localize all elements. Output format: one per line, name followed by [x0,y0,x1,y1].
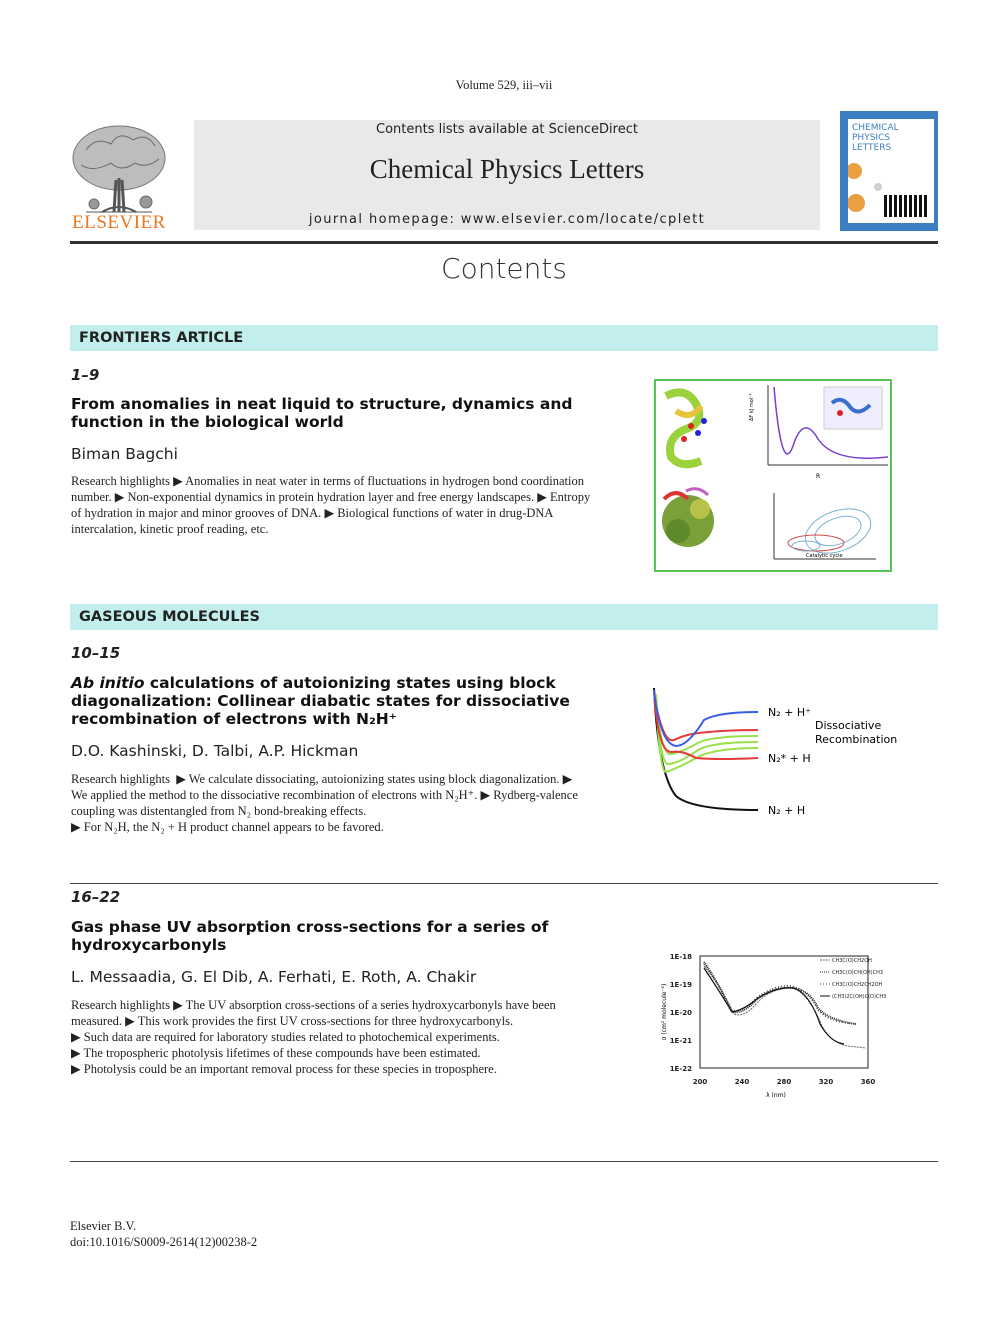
article-pages[interactable]: 1–9 [71,366,100,384]
article-pages[interactable]: 16–22 [71,888,121,906]
title-italic: Ab initio [71,674,145,692]
article-divider [70,883,938,884]
section-heading-gaseous: GASEOUS MOLECULES [70,604,938,630]
highlight-item: Such data are required for laboratory studies related to photochemical experiments. [83,1030,500,1044]
y-tick-label: 1E-21 [669,1037,692,1045]
highlight-item: Rydberg-valence coupling was distentangled from N₂ bond-breaking effects. [71,788,578,818]
journal-title: Chemical Physics Letters [369,154,645,184]
arrow-icon: ▶ [480,788,491,802]
highlight-item: Anomalies in neat water in terms of fluctuations in hydrogen bond coordination number. [71,474,585,504]
section-heading-frontiers: FRONTIERS ARTICLE [70,325,938,351]
legend-entry: CH3C(O)CH2OH [832,958,872,964]
article-authors: D.O. Kashinski, D. Talbi, A.P. Hickman [71,742,359,760]
y-tick-label: 1E-18 [669,953,692,961]
x-axis-label: λ (nm) [766,1092,786,1099]
cover-title-line: PHYSICS [852,133,891,143]
footer-publisher: Elsevier B.V. [70,1219,137,1233]
curve-label-top: N₂ + H⁺ [768,706,811,719]
highlight-item: For N₂H, the N₂ + H product channel appears to be favored. [83,820,384,834]
cover-title-line: LETTERS [852,143,892,153]
highlight-item: Non-exponential dynamics in protein hydration layer and free energy landscapes. [127,490,535,504]
graphical-abstract-art [656,381,890,570]
axis-label: R [816,473,821,480]
header-rule [70,241,938,244]
article-title[interactable] [71,674,601,728]
highlight-item: Biological functions of water in drug-DNA intercalation, kinetic proof reading, etc. [71,506,553,536]
arrow-icon: ▶ [537,490,547,504]
page-title: Contents [441,252,567,285]
legend-entry: CH3C(O)CH(OH)CH3 [832,970,884,976]
highlight-item: The UV absorption cross-sections of a series hydroxycarbonyls have been measured. [71,998,556,1028]
arrow-icon: ▶ [71,1030,81,1044]
arrow-icon: ▶ [173,998,183,1012]
curve-label-mid: N₂* + H [768,752,811,765]
protein-surface-icon [662,489,714,547]
contents-available[interactable]: Contents lists available at ScienceDirect [376,122,638,137]
arrow-icon: ▶ [71,1046,81,1060]
arrow-icon: ▶ [173,474,183,488]
highlight-item: The tropospheric photolysis lifetimes of these compounds have been estimated. [83,1046,481,1060]
x-tick-label: 240 [734,1078,750,1086]
article-title[interactable]: From anomalies in neat liquid to structure, dynamics and function in the biological world [71,395,573,431]
contour-plot [774,493,877,561]
cover-art-icon [848,157,934,223]
research-highlights [71,473,591,537]
y-tick-label: 1E-22 [669,1065,692,1073]
series-line [704,968,844,1044]
cover-title [852,123,899,153]
footer [70,1218,257,1250]
x-tick-label: 200 [692,1078,708,1086]
highlight-item: We applied the method to the dissociative recombination of electrons with N₂H⁺. [71,788,478,802]
annotation-label: Catalytic cycle [806,553,843,559]
cover-page [848,119,934,223]
arrow-icon: ▶ [176,772,186,786]
uv-absorption-chart [652,948,900,1100]
article-authors: L. Messaadia, G. El Dib, A. Ferhati, E. Roth, A. Chakir [71,968,477,986]
footer-rule [70,1161,938,1162]
arrow-icon: ▶ [71,1062,81,1076]
arrow-icon: ▶ [324,506,335,520]
journal-homepage[interactable]: journal homepage: www.elsevier.com/locate/cplett [308,212,706,227]
arrow-icon: ▶ [114,490,125,504]
highlight-item: We calculate dissociating, autoionizing states using block diagonalization. [188,772,560,786]
article-title[interactable]: Gas phase UV absorption cross-sections for a series of hydroxycarbonyls [71,918,549,954]
legend-entry: (CH3)2C(OH)C(O)CH3 [832,994,887,1000]
x-tick-label: 280 [776,1078,792,1086]
free-energy-plot [749,385,888,480]
research-highlights [71,997,591,1077]
potential-curves-figure [648,684,908,824]
highlight-item: This work provides the first UV cross-sections for three hydroxycarbonyls. [137,1014,514,1028]
y-tick-label: 1E-19 [669,981,692,989]
elsevier-logo[interactable] [66,120,172,232]
highlight-item: Entropy of hydration in major and minor grooves of DNA. [71,490,591,520]
arrow-icon: ▶ [562,772,573,786]
article-authors: Biman Bagchi [71,445,178,463]
footer-doi[interactable]: doi:10.1016/S0009-2614(12)00238-2 [70,1235,258,1249]
volume-info: Volume 529, iii–vii [455,78,553,92]
x-tick-label: 320 [818,1078,834,1086]
elsevier-wordmark: ELSEVIER [72,212,166,233]
graphical-abstract-potential-curves[interactable] [648,684,908,824]
legend-entry: CH3C(O)CH2CH2OH [832,982,883,988]
title-rest: calculations of autoionizing states using block diagonalization: Collinear diabatic states for dissociative recombination of electrons with N₂H⁺ [71,674,570,728]
highlights-label: Research highlights [71,998,174,1012]
arrow-icon: ▶ [71,820,81,834]
journal-cover[interactable] [840,111,938,231]
article-pages[interactable]: 10–15 [71,644,121,662]
arrow-icon: ▶ [125,1014,135,1028]
highlights-label: Research highlights [71,772,177,786]
y-axis-label: σ (cm² molecule⁻¹) [661,983,668,1041]
graphical-abstract-uv-chart[interactable] [652,948,900,1100]
axis-label: ΔF kJ mol⁻¹ [749,393,755,421]
annotation-label: Recombination [815,733,898,746]
graphical-abstract-frontiers[interactable] [654,379,892,572]
annotation-label: Dissociative [815,719,882,732]
research-highlights [71,771,591,835]
protein-ribbon-icon [666,392,707,464]
highlight-item: Photolysis could be an important removal process for these species in troposphere. [83,1062,497,1076]
curve-label-bottom: N₂ + H [768,804,806,817]
highlights-label: Research highlights [71,474,174,488]
cover-title-line: CHEMICAL [852,123,899,133]
x-tick-label: 360 [860,1078,876,1086]
journal-banner [194,120,820,230]
y-tick-label: 1E-20 [669,1009,692,1017]
